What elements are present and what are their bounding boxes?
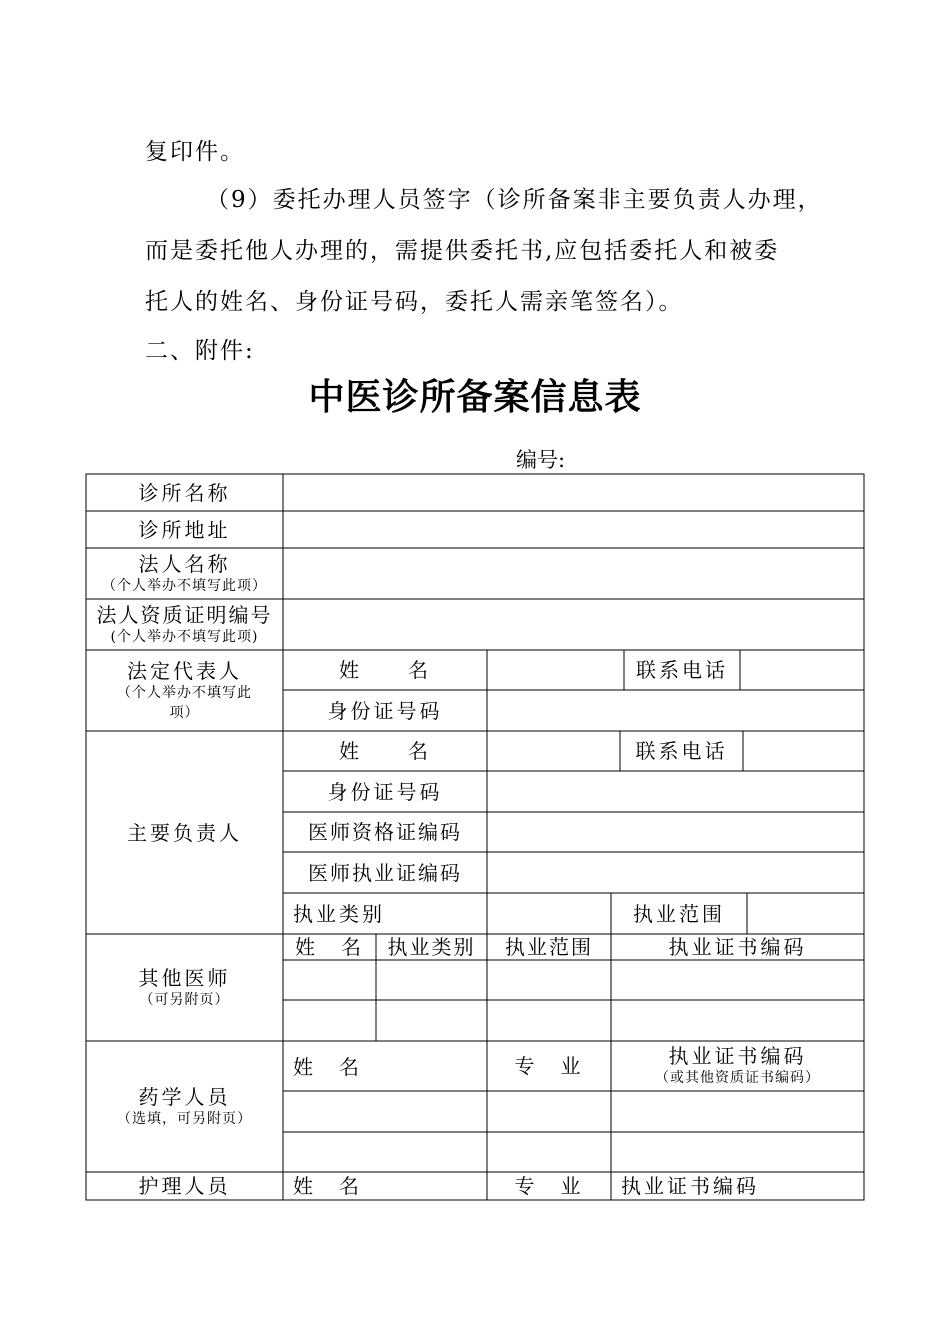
nursing-name-text: 姓 名 xyxy=(293,1174,362,1198)
other-doctors-scope-text: 执业范围 xyxy=(505,935,593,959)
pharmacy-name-header xyxy=(283,1041,487,1091)
other-doctors-category-header xyxy=(376,934,487,960)
nursing-major-text: 专 业 xyxy=(514,1174,584,1198)
qualification-cert-text: 医师资格证编码 xyxy=(308,820,462,844)
legal-representative-text: 法定代表人 xyxy=(127,658,242,683)
other-doctors-name-text: 姓 名 xyxy=(295,935,364,959)
clinic-name-label xyxy=(86,474,283,511)
principal-phone-label xyxy=(620,731,743,771)
intro-line-2: （9）委托办理人员签字（诊所备案非主要负责人办理， xyxy=(206,187,823,213)
practice-category-text: 执业类别 xyxy=(293,901,385,926)
pharmacy-major-text: 专 业 xyxy=(514,1054,584,1078)
practice-cert-label xyxy=(283,852,487,893)
other-doctors-text: 其他医师 xyxy=(138,965,231,990)
nursing-license-header xyxy=(611,1172,864,1200)
pharmacy-major-header xyxy=(487,1041,611,1091)
clinic-name-text: 诊所名称 xyxy=(138,480,231,505)
attachment-heading: 二、附件: xyxy=(145,338,255,364)
qualification-cert-label xyxy=(283,812,487,852)
nursing-major-header xyxy=(487,1172,611,1200)
pharmacy-license-note: （或其他资质证书编码） xyxy=(655,1070,820,1086)
other-doctors-license-header xyxy=(611,934,864,960)
intro-line-3: 而是委托他人办理的，需提供委托书,应包括委托人和被委 xyxy=(145,238,780,264)
practice-cert-text: 医师执业证编码 xyxy=(308,860,462,885)
principal-id-text: 身份证号码 xyxy=(327,779,443,804)
legal-representative-note-1: （个人举办不填写此 xyxy=(117,684,252,701)
legal-rep-phone-text: 联系电话 xyxy=(636,658,728,682)
other-doctors-label xyxy=(86,934,283,1041)
legal-entity-name-label xyxy=(86,548,283,599)
legal-rep-name-label xyxy=(283,650,487,690)
legal-representative-label xyxy=(86,650,283,731)
intro-line-1: 复印件。 xyxy=(145,139,245,165)
legal-entity-name-text: 法人名称 xyxy=(138,551,231,576)
nursing-name-header xyxy=(283,1172,487,1200)
legal-rep-name-text: 姓 名 xyxy=(339,658,431,682)
serial-number-label: 编号: xyxy=(516,448,566,472)
clinic-address-text: 诊所地址 xyxy=(138,517,231,542)
pharmacy-license-header xyxy=(611,1041,864,1091)
principal-id-label xyxy=(283,771,487,812)
legal-rep-phone-label xyxy=(624,650,740,690)
clinic-address-label xyxy=(86,511,283,548)
pharmacy-staff-note: （选填，可另附页） xyxy=(117,1110,252,1127)
legal-cert-number-note: (个人举办不填写此项) xyxy=(110,628,259,645)
practice-scope-label xyxy=(611,893,747,934)
pharmacy-staff-label xyxy=(86,1041,283,1172)
practice-scope-text: 执业范围 xyxy=(633,901,725,926)
other-doctors-scope-header xyxy=(487,934,611,960)
nursing-staff-text: 护理人员 xyxy=(138,1174,231,1198)
legal-rep-id-text: 身份证号码 xyxy=(327,698,443,723)
nursing-staff-label xyxy=(86,1172,283,1200)
pharmacy-name-text: 姓 名 xyxy=(293,1055,362,1079)
principal-text: 主要负责人 xyxy=(127,820,242,845)
nursing-license-text: 执业证书编码 xyxy=(621,1174,759,1198)
legal-representative-note-2: 项） xyxy=(169,704,200,721)
principal-label xyxy=(86,731,283,934)
intro-line-4: 托人的姓名、身份证号码，委托人需亲笔签名）。 xyxy=(145,289,684,315)
pharmacy-license-text: 执业证书编码 xyxy=(668,1044,807,1068)
legal-entity-name-note: （个人举办不填写此项） xyxy=(102,577,267,594)
pharmacy-staff-text: 药学人员 xyxy=(138,1084,231,1109)
legal-cert-number-label xyxy=(86,599,283,650)
other-doctors-license-text: 执业证书编码 xyxy=(668,935,807,959)
principal-name-text: 姓 名 xyxy=(339,739,431,763)
other-doctors-category-text: 执业类别 xyxy=(387,935,476,959)
principal-name-label xyxy=(283,731,487,771)
practice-category-label xyxy=(283,893,487,934)
legal-rep-id-label xyxy=(283,690,487,731)
form-title: 中医诊所备案信息表 xyxy=(308,377,642,418)
legal-cert-number-text: 法人资质证明编号 xyxy=(96,602,273,627)
other-doctors-note: （可另附页） xyxy=(139,991,230,1008)
principal-phone-text: 联系电话 xyxy=(635,739,728,763)
other-doctors-name-header xyxy=(283,934,376,960)
